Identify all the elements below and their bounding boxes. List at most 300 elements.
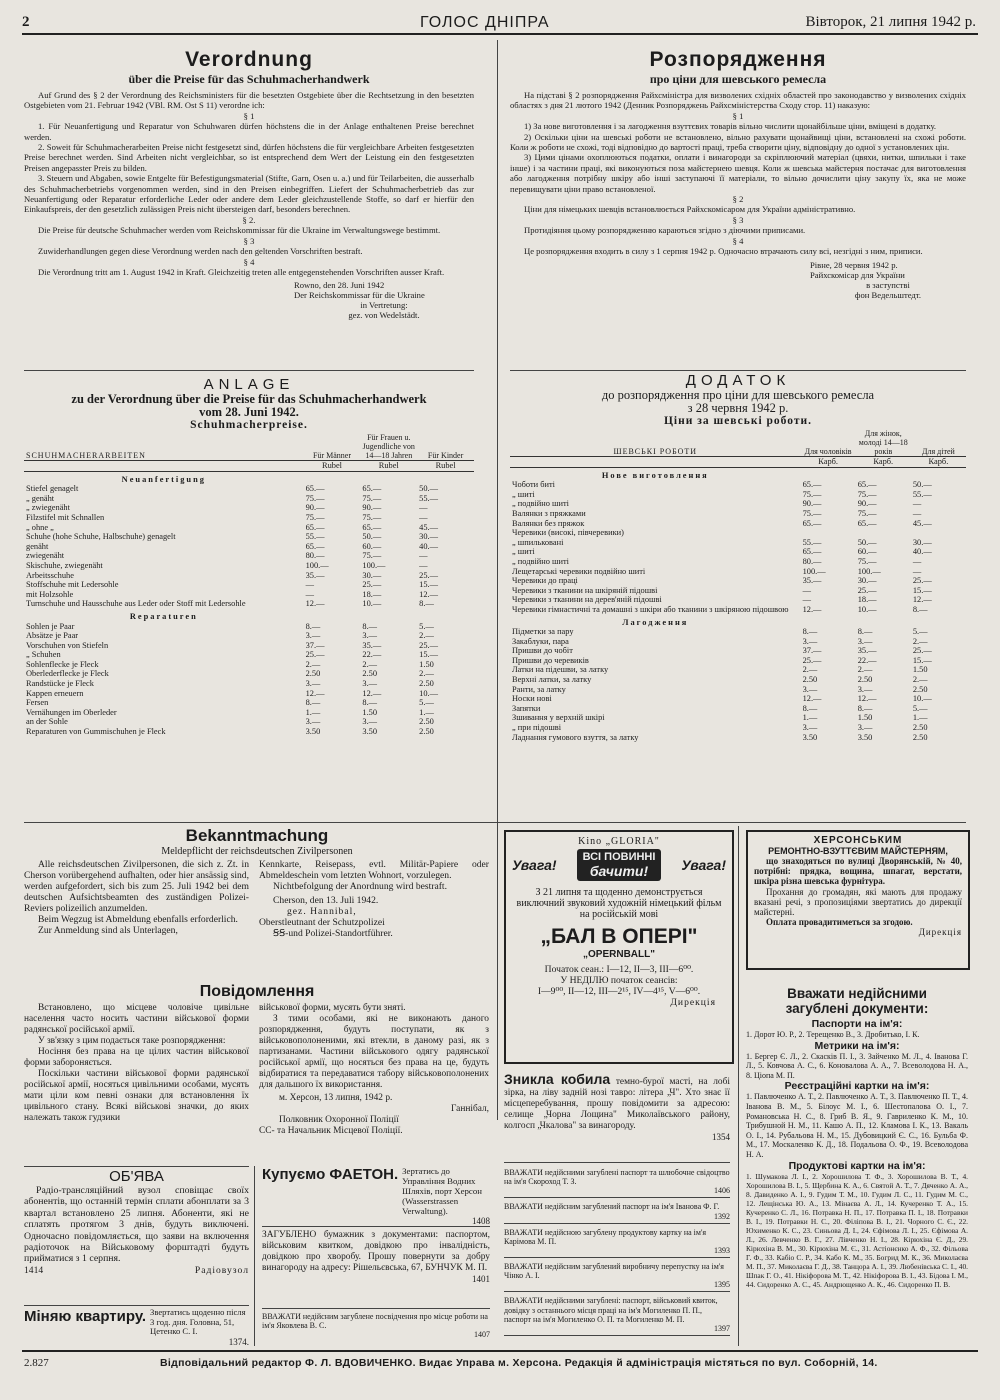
bekanntmachung-signature [259, 895, 489, 939]
anlage-subtitle: Schuhmacherpreise. [190, 419, 308, 431]
price-cell: 2.— [419, 669, 434, 679]
price-cell: 3.— [305, 679, 321, 689]
table-row [24, 532, 474, 542]
nediisni-list: 1. Бергер Є. Л., 2. Скасків П. І., 3. Зайченко М. Л., 4. Іванова Г. Л., 5. Ковчова А. С., 6. Коновалова А. А., 7. Всеволодова Н. А., 8. Ціопа М. П. [746, 1051, 968, 1080]
section-rule [24, 822, 966, 823]
ad-number: 1392 [714, 1211, 730, 1221]
signature-line: gez. von Wedelstädt. [348, 310, 420, 321]
price-cell: 2.50 [419, 727, 434, 737]
khersonskym-text: Прохання до громадян, які мають для продажу вказані речі, з пропозиціями звертатись до дирекції майстерні. [754, 886, 962, 918]
rozporiadzhennia-section-1: § 1 [732, 110, 744, 121]
verordnung-para: Zuwiderhandlungen gegen diese Verordnung werden nach den geltenden Vorschriften bestraft. [38, 246, 363, 257]
work-item: Arbeitsschuhe [26, 570, 74, 580]
column-divider [254, 1166, 255, 1346]
price-cell: — [419, 512, 428, 522]
kobyla-ad [504, 1071, 730, 1142]
price-cell: 40.— [912, 547, 932, 557]
price-cell: 8.— [802, 703, 818, 713]
issue-date: Вівторок, 21 липня 1942 р. [805, 14, 976, 30]
price-cell: 65.— [305, 522, 325, 532]
price-cell: 12.— [802, 604, 822, 614]
price-cell: 75.— [802, 508, 822, 518]
work-item: „ genäht [26, 493, 55, 503]
table-row [510, 605, 966, 615]
section-rule [24, 1305, 249, 1306]
table-row [510, 646, 966, 656]
povidomlennia-signature [259, 1093, 489, 1137]
price-cell: 8.— [912, 604, 928, 614]
price-cell: 1.— [802, 713, 818, 723]
price-cell: 5.— [912, 627, 928, 637]
work-item: Черевики до праці [512, 576, 578, 586]
price-cell: 2.— [802, 665, 818, 675]
dodatok-subtitle: з 28 червня 1942 р. [687, 401, 789, 415]
price-cell: 3.50 [362, 727, 378, 737]
cinema-text: З 21 липня та щоденно демонструється виключний звуковий художній німецький фільм на російській мові [516, 887, 722, 921]
khersonskym-ad [746, 830, 970, 970]
price-cell: 1.— [419, 707, 434, 717]
attention-label: Увага! [681, 857, 726, 873]
table-row [510, 567, 966, 577]
zahubleno-text: ЗАГУБЛЕНО бумажник з документами: паспортом, військовим квитком, довідкою про інвалідність, довідкою про хворобу. Прошу повернути за добру винагороду на адресу: Рішельєвська, 67, БУНЧУК М. П. [262, 1230, 490, 1273]
ad-number: 1395 [714, 1280, 730, 1290]
price-cell: 12.— [362, 688, 382, 698]
verordnung-para: 2. Soweit für Schuhmacherarbeiten Preise nicht festgesetzt sind, dürfen höchstens die für vergleichbare Arbeiten festgesetzten Preise berechnet werden. Sind Arbeiten nicht vergleichbar, so ist entsprechend dem Wert der Leistung ein den festgesetzten Preisen angepasster Preis zu bilden. [24, 142, 474, 173]
price-cell: 90.— [362, 503, 382, 513]
povidomlennia-para: Носіння без права на це цілих частин військової форми забороняється. [24, 1047, 249, 1068]
signature-line: gez. Hannibal, [287, 906, 357, 917]
zahubleno-bottom-ad [262, 1312, 490, 1339]
price-cell: 2.50 [305, 669, 321, 679]
dodatok-section [510, 372, 966, 742]
povidomlennia-para: У зв'язку з цим подається таке розпорядження: [38, 1036, 226, 1046]
price-cell: 45.— [419, 522, 439, 532]
section-rule [24, 370, 474, 371]
table-row [24, 698, 474, 708]
bekanntmachung-para: Kennkarte, Reisepass, evtl. Militär-Papiere oder Abmeldeschein vom letzten Wohnort, vorzulegen. [259, 859, 489, 881]
price-cell: 40.— [419, 541, 439, 551]
price-cell: 65.— [802, 480, 822, 490]
verordnung-section-3: § 3 [243, 235, 255, 246]
nediisni-list: 1. Шумакова Л. І., 2. Хорошилова Т. Ф., 3. Хорошилова В. Т., 4. Хорошилова В. І., 5. Щербина К. А., 6. Святой А. Т., 7. Дяченко А. А., 8. Давиденко А. І., 9. Гудим Т. М., 10. Гудим Л. С., 11. Гудим М. С., 12. Лещінська Ю. А., 13. Мінаєва А. Л., 14. Кучеренко Т. А., 15. Кучеренко С. Л., 16. Потравка Н. П., 17. Потравка П. І., 18. Потравки В. І., 19. Потравки Н. С., 20. Філіпова В. І., 21. Чорного С. Є., 22. Юхименко К. С., 23. Синьова Д. І., 24. Єфімова Л. І., 25. Єфімова А. Л., 26. Левченко В. Г., 27. Лівченко Н. І., 28. Кірюхіна Є. Д., 29. Кірюхіна В. М., 30. Кірюхіна М. Є., 31. Астіонєнко А. Ф., 32. Фільова Г. Ф., 33. Кабіо С. Р., 34. Кабо К. М., 35. Богрид М. К., 36. Миколаєва М. П., 37. Миколаєва Г. Д., 38. Танцора А. І., 39. Любенівська С. І., 40. Шпак Г. О., 41. Нікіфорова М. Т., 42. Нікіфорова В. І., 43. Бідова І. М., 44. Сидоренко А. С., 45. Андрющенко А. К., 46. Сидоренко П. В. [746, 1171, 968, 1289]
price-cell: 80.— [802, 556, 822, 566]
price-cell: 25.— [362, 580, 382, 590]
unit-cell: Rubel [304, 461, 361, 472]
sunday-sessions-times: I—9⁰⁰, II—12, III—2¹⁵, IV—4¹⁵, V—6⁰⁰. [537, 985, 701, 997]
empty-cell [417, 609, 474, 622]
work-item: Валянки з пряжками [512, 508, 586, 518]
verordnung-subtitle: über die Preise für das Schuhmacherhandwerk [128, 72, 370, 86]
signature-line: Райхскомісар для України [810, 269, 905, 280]
table-row [510, 499, 966, 509]
price-cell [911, 528, 966, 538]
vvazhaty-item [504, 1166, 730, 1198]
dodatok-price-table [510, 429, 966, 742]
table-section-heading: Reparaturen [129, 611, 198, 621]
price-cell: 3.— [802, 723, 818, 733]
rozporiadzhennia-para: 1) За нове виготовлення і за лагодження взуттєвих товарів вільно числити щонайбільше ціни, вміщені в додатку. [524, 121, 937, 132]
price-cell: 2.50 [857, 675, 873, 685]
price-cell [856, 528, 911, 538]
price-cell: 65.— [305, 484, 325, 494]
price-cell: 55.— [419, 493, 439, 503]
price-cell: 90.— [802, 499, 822, 509]
price-cell: 1.— [305, 707, 321, 717]
price-cell: 12.— [912, 595, 932, 605]
price-cell: 80.— [305, 551, 325, 561]
price-cell: 25.— [419, 640, 439, 650]
signature-line: Полковник Охоронної Поліції [279, 1115, 399, 1125]
vvazhaty-item [504, 1200, 730, 1223]
price-cell: 8.— [305, 621, 321, 631]
work-item: Schuhe (hohe Schuhe, Halbschuhe) genagelt [26, 532, 176, 542]
price-cell: 75.— [857, 508, 877, 518]
column-header: Для дітей [911, 429, 966, 457]
price-cell: 12.— [419, 589, 439, 599]
column-header: Для чоловіків [801, 429, 856, 457]
anlage-title: ANLAGE [203, 376, 295, 393]
povidomlennia-article [24, 983, 490, 1137]
unit-cell: Карб. [801, 457, 856, 468]
cinema-name: Kino „GLORIA" [578, 836, 660, 847]
table-row [510, 713, 966, 723]
price-cell: 2.— [912, 636, 928, 646]
signature-line: Cherson, den 13. Juli 1942. [273, 895, 379, 906]
price-cell: — [912, 566, 922, 576]
verordnung-article [24, 48, 474, 320]
must-see-line: ВСІ ПОВИННІ [582, 851, 656, 863]
work-item: genäht [26, 541, 49, 551]
section-rule [510, 370, 966, 371]
table-row [24, 669, 474, 679]
price-cell: 3.50 [305, 727, 321, 737]
cinema-signature: Дирекція [670, 996, 716, 1008]
empty-cell [856, 615, 911, 628]
signature-line: Рівне, 28 червня 1942 р. [810, 259, 898, 270]
work-item: Stiefel genagelt [26, 484, 79, 494]
price-cell: 37.— [305, 640, 325, 650]
work-item: zwiegenäht [26, 551, 65, 561]
empty-cell [801, 467, 856, 480]
price-cell: 25.— [419, 570, 439, 580]
price-cell: 2.50 [362, 669, 378, 679]
page-number: 2 [22, 14, 30, 30]
table-row [510, 637, 966, 647]
price-cell: 30.— [912, 537, 932, 547]
kupuiu-title: Купуємо ФАЕТОН. [262, 1166, 399, 1183]
rozporiadzhennia-title: Розпорядження [649, 48, 827, 71]
unit-cell: Rubel [360, 461, 417, 472]
price-cell: 2.50 [912, 723, 928, 733]
verordnung-section-4: § 4 [243, 256, 255, 267]
price-cell: 10.— [419, 688, 439, 698]
nediisni-list: 1. Дорот Ю. Р., 2. Терещенко В., 3. Дробитько, І. К. [746, 1030, 920, 1039]
table-row [24, 503, 474, 513]
povidomlennia-para: З тими особами, які не виконають даного розпорядження, будуть поступати, як з військовополоненими, які втекли, в даному разі, як з партизанами. Частини військового одягу радянської російської армії, що носяться без права на це, будуть відбиратися та передаватися табору військовополонених для дальшого їх використання. [259, 1014, 489, 1090]
dodatok-subtitle: Ціни за шевські роботи. [663, 415, 813, 427]
price-cell: 75.— [305, 512, 325, 522]
price-cell: 1.50 [857, 713, 873, 723]
price-cell: 37.— [802, 646, 822, 656]
price-cell: 3.— [802, 684, 818, 694]
price-cell: — [802, 585, 811, 595]
work-item: Підметки за пару [512, 627, 574, 637]
price-cell: 30.— [857, 576, 877, 586]
table-row [24, 571, 474, 581]
attention-label: Увага! [512, 857, 557, 873]
work-item: Sohlen je Paar [26, 621, 75, 631]
rozporiadzhennia-subtitle: про ціни для шевського ремесла [649, 72, 827, 86]
price-cell: 2.50 [419, 717, 434, 727]
price-cell: 65.— [802, 518, 822, 528]
price-cell: 50.— [912, 480, 932, 490]
work-item: „ подвійно шиті [512, 499, 569, 509]
table-row [510, 665, 966, 675]
session-times: Початок сеан.: I—12, II—3, III—6⁰⁰. [544, 963, 694, 975]
empty-cell [360, 471, 417, 484]
vvazhaty-text: ВВАЖАТИ недійсними загублені паспорт та шлюбочне свідоцтво на ім'я Скороход Т. З. [504, 1168, 730, 1187]
work-item: Vorschuhen von Stiefeln [26, 640, 109, 650]
work-item: Валянки без пряжок [512, 518, 585, 528]
table-row [510, 733, 966, 743]
table-row [510, 595, 966, 605]
vvazhaty-item [504, 1294, 730, 1336]
work-item: Sohlenflecke je Fleck [26, 659, 99, 669]
table-row [24, 727, 474, 737]
price-cell: 22.— [857, 655, 877, 665]
price-cell: 75.— [857, 489, 877, 499]
column-header: Для жінок, молоді 14—18 років [856, 429, 911, 457]
nediisni-section [746, 986, 968, 1289]
unit-cell [510, 457, 801, 468]
price-cell: 2.50 [419, 679, 434, 689]
price-cell: 3.— [305, 631, 321, 641]
price-cell: — [912, 508, 922, 518]
price-cell: 25.— [802, 655, 822, 665]
nediisni-title: загублені документи: [785, 1001, 929, 1016]
nediisni-heading: Паспорти на ім'я: [811, 1018, 903, 1030]
table-row [24, 599, 474, 609]
price-cell: 12.— [305, 599, 325, 609]
price-cell: 25.— [857, 585, 877, 595]
price-cell: — [419, 551, 428, 561]
table-row [24, 542, 474, 552]
table-row [24, 717, 474, 727]
price-cell: 8.— [802, 627, 818, 637]
price-cell: 8.— [362, 621, 378, 631]
signature-line: in Vertretung: [360, 300, 408, 311]
table-row [510, 490, 966, 500]
price-cell: 35.— [362, 640, 382, 650]
table-row [510, 547, 966, 557]
work-item: Absätze je Paar [26, 631, 79, 641]
price-cell: 25.— [912, 646, 932, 656]
nediisni-list: 1. Павлюченко А. Т., 2. Павлюченко А. Т., 3. Павлюченко П. Т., 4. Іванова В. М., 5. Білоус М. І., 6. Шестопалова О. І., 7. Романовська Н. С., 8. Гриб В. Я., 9. Гавриленко К. М., 10. Трибушной Н. М., 11. Кашо А. П., 12. Кламова І. К., 13. Вакаль О. І., 14. Рубальова Н. М., 15. Дубовицкий Є. С., 16. Бульба Ф. М., 17. Москаленко К. Д., 18. Подальова О. Ф., 19. Всеволодова Н. А. [746, 1092, 968, 1159]
bekanntmachung-title: Bekanntmachung [185, 826, 329, 845]
price-cell: 1.50 [362, 707, 378, 717]
price-cell: 75.— [362, 493, 382, 503]
rozporiadzhennia-section-2: § 2 [732, 194, 744, 205]
table-row [24, 494, 474, 504]
work-item: Чоботи биті [512, 480, 555, 490]
price-cell: 8.— [419, 599, 434, 609]
column-header: Für Kinder [417, 433, 474, 461]
work-item: Пришви до черевиків [512, 655, 589, 665]
miniau-ad [24, 1308, 249, 1347]
khersonskym-title: ХЕРСОНСЬКИМ [813, 835, 903, 846]
signature-line: м. Херсон, 13 липня, 1942 р. [279, 1093, 393, 1103]
work-item: Черевики з тканини на шкіряній підошві [512, 585, 658, 595]
rozporiadzhennia-para: Ціни для німецьких шевців встановлюється Райхскомісаром для України адміністративно. [524, 204, 856, 215]
price-cell: 3.— [802, 636, 818, 646]
work-item: Ладнання гумового взуття, за латку [512, 732, 639, 742]
price-cell: 22.— [362, 650, 382, 660]
table-row [24, 561, 474, 571]
price-cell: 3.50 [802, 732, 818, 742]
ad-number: 1407 [474, 1330, 490, 1339]
rozporiadzhennia-section-3: § 3 [732, 214, 744, 225]
price-cell: 100.— [362, 560, 386, 570]
table-row [510, 509, 966, 519]
vvazhaty-text: ВВАЖАТИ недійсними загублені: паспорт, військовий квиток, довідку з останнього місця праці на ім'я Могиленко П. П., паспорт на ім'я Могиленко О. П. та Могиленко М. П. [504, 1296, 718, 1324]
price-cell: 8.— [857, 703, 873, 713]
verordnung-signature [294, 280, 474, 320]
work-item: Skischuhe, zwiegenäht [26, 560, 103, 570]
work-item: Зшивання у верхній шкірі [512, 713, 605, 723]
price-cell: 50.— [857, 537, 877, 547]
price-cell: 15.— [912, 585, 932, 595]
empty-cell [304, 609, 361, 622]
bekanntmachung-para: Zur Anmeldung sind als Unterlagen, [38, 925, 178, 936]
price-cell: 15.— [419, 580, 439, 590]
work-item: „ шиті [512, 547, 535, 557]
vvazhaty-item [504, 1260, 730, 1292]
price-cell: 3.50 [857, 732, 873, 742]
signature-line: СС- та Начальник Місцевої Поліції. [259, 1126, 403, 1136]
obiava-signature: Радіовузол [194, 1264, 249, 1276]
khersonskym-text: що знаходяться по вулиці Дворянській, № 40, потрібні: прядка, вощина, шпагат, верстати, шкіра різна шевська фурнітура. [754, 856, 962, 887]
khersonskym-title: РЕМОНТНО-ВЗУТТЄВИМ МАЙСТЕРНЯМ, [768, 846, 948, 856]
table-section-heading: Лагодження [622, 617, 689, 627]
kino-gloria-ad [504, 830, 734, 1064]
signature-line: Ганнібал, [450, 1104, 489, 1114]
price-cell: 35.— [857, 646, 877, 656]
header-rule [22, 33, 978, 35]
table-section-heading: Neuanfertigung [121, 474, 206, 484]
price-cell: 8.— [305, 698, 321, 708]
table-row [510, 627, 966, 637]
ad-number: 1397 [714, 1324, 730, 1334]
obiava-title: ОБ'ЯВА [109, 1168, 164, 1185]
price-cell: 2.50 [912, 732, 928, 742]
table-row [24, 679, 474, 689]
empty-cell [911, 615, 966, 628]
price-cell: 2.50 [912, 684, 928, 694]
price-cell: 3.— [362, 679, 378, 689]
ad-number: 1393 [714, 1246, 730, 1256]
bekanntmachung-para: Alle reichsdeutschen Zivilpersonen, die sich z. Zt. in Cherson vorübergehend aufhalten, oder hier ansässig sind, werden aufgefordert, sich bis zum 25. Juli 1942 bei dem deutschen Aufsichtsbeamten des zuständigen Polizei-Reviers polizeilich anzumelden. [24, 859, 249, 914]
verordnung-title: Verordnung [185, 48, 313, 71]
ad-number: 1408 [472, 1216, 490, 1226]
table-row [24, 631, 474, 641]
price-cell: — [305, 589, 314, 599]
price-cell: 65.— [362, 484, 382, 494]
work-item: Fersen [26, 698, 49, 708]
empty-cell [417, 471, 474, 484]
price-cell: 45.— [912, 518, 932, 528]
price-cell: — [912, 556, 922, 566]
price-cell: 65.— [305, 541, 325, 551]
price-cell: 55.— [912, 489, 932, 499]
price-cell: 3.— [857, 684, 873, 694]
ad-number: 1406 [714, 1186, 730, 1196]
work-item: Латки на підешви, за латку [512, 665, 609, 675]
price-cell: 30.— [362, 570, 382, 580]
table-row [510, 519, 966, 529]
price-cell: 75.— [857, 556, 877, 566]
khersonskym-signature: Дирекція [918, 927, 962, 938]
obiava-text: Радіо-трансляційний вузол сповіщає своїх абонентів, що останній термін сплати абонплати за 3 квартал встановлено 25 липня. Абоненти, які не сплатять протягом 3 днів, будуть виключені. Одночасно повідомляється, що заяви на включення радіоточок на Військовому форштадті будуть прийматися з 1 серпня. [24, 1185, 249, 1265]
price-cell: 1.— [912, 713, 928, 723]
price-cell: 65.— [362, 522, 382, 532]
unit-cell [24, 461, 304, 472]
column-header: Für Frauen u. Jugendliche von 14—18 Jahren [360, 433, 417, 461]
work-item: Turnschuhe und Hausschuhe aus Leder oder Stoff mit Ledersohle [26, 599, 246, 609]
must-see-line: бачити! [589, 863, 649, 879]
price-cell: 75.— [802, 489, 822, 499]
empty-cell [360, 609, 417, 622]
price-cell: 3.— [305, 717, 321, 727]
sunday-sessions-label: У НЕДІЛЮ початок сеансів: [560, 974, 678, 986]
unit-cell: Rubel [417, 461, 474, 472]
kupuiu-ad [262, 1166, 490, 1226]
price-cell: 50.— [362, 532, 382, 542]
bekanntmachung-article [24, 826, 490, 939]
miniau-title: Міняю квартиру. [24, 1308, 147, 1325]
price-cell: — [912, 499, 922, 509]
rozporiadzhennia-para: Це розпорядження входить в силу з 1 серпня 1942 р. Одночасно втрачають силу всі, незгідні з ним, приписи. [524, 246, 923, 257]
miniau-text: Звертатись щоденно після 3 год. дня. Головна, 51, Цетенко С. І. [150, 1307, 246, 1337]
price-cell: 15.— [912, 655, 932, 665]
price-cell: 12.— [857, 694, 877, 704]
price-cell: 25.— [305, 650, 325, 660]
work-item: Верхні латки, за латку [512, 675, 592, 685]
work-item: „ подвійно шиті [512, 556, 569, 566]
price-cell: 5.— [419, 621, 434, 631]
table-row [510, 528, 966, 538]
kupuiu-text: Зертатись до Управління Водних Шляхів, порт Херсон (Wasserstrassen Verwaltung). [402, 1166, 482, 1216]
price-cell: 5.— [912, 703, 928, 713]
zahubleno-ad [262, 1230, 490, 1284]
footer-rule [22, 1350, 978, 1352]
price-cell: — [305, 580, 314, 590]
work-item: Носки нові [512, 694, 552, 704]
rozporiadzhennia-signature [810, 260, 966, 300]
povidomlennia-para: військової форми, мусять бути зняті. [259, 1003, 406, 1013]
kobyla-text: темно-бурої масті, на лобі зірка, на ліву задній нозі тавро: літера „Ч". Хто знає її місцеперебування, прошу повідомити за адресою: селище „Чорна Лощина" Миколаївського району, колгосп „Чкалова" за винагороду. [504, 1077, 730, 1131]
work-item: Filzstifel mit Schnallen [26, 512, 105, 522]
film-title: „БАЛ В ОПЕРІ" [540, 924, 698, 948]
column-divider [497, 40, 498, 1120]
empty-cell [304, 471, 361, 484]
price-cell: 3.— [362, 717, 378, 727]
signature-line: Oberstleutnant der Schutzpolizei [259, 917, 385, 928]
work-item: an der Sohle [26, 717, 68, 727]
table-row [24, 590, 474, 600]
table-row [24, 622, 474, 632]
table-row [510, 704, 966, 714]
unit-cell: Карб. [911, 457, 966, 468]
